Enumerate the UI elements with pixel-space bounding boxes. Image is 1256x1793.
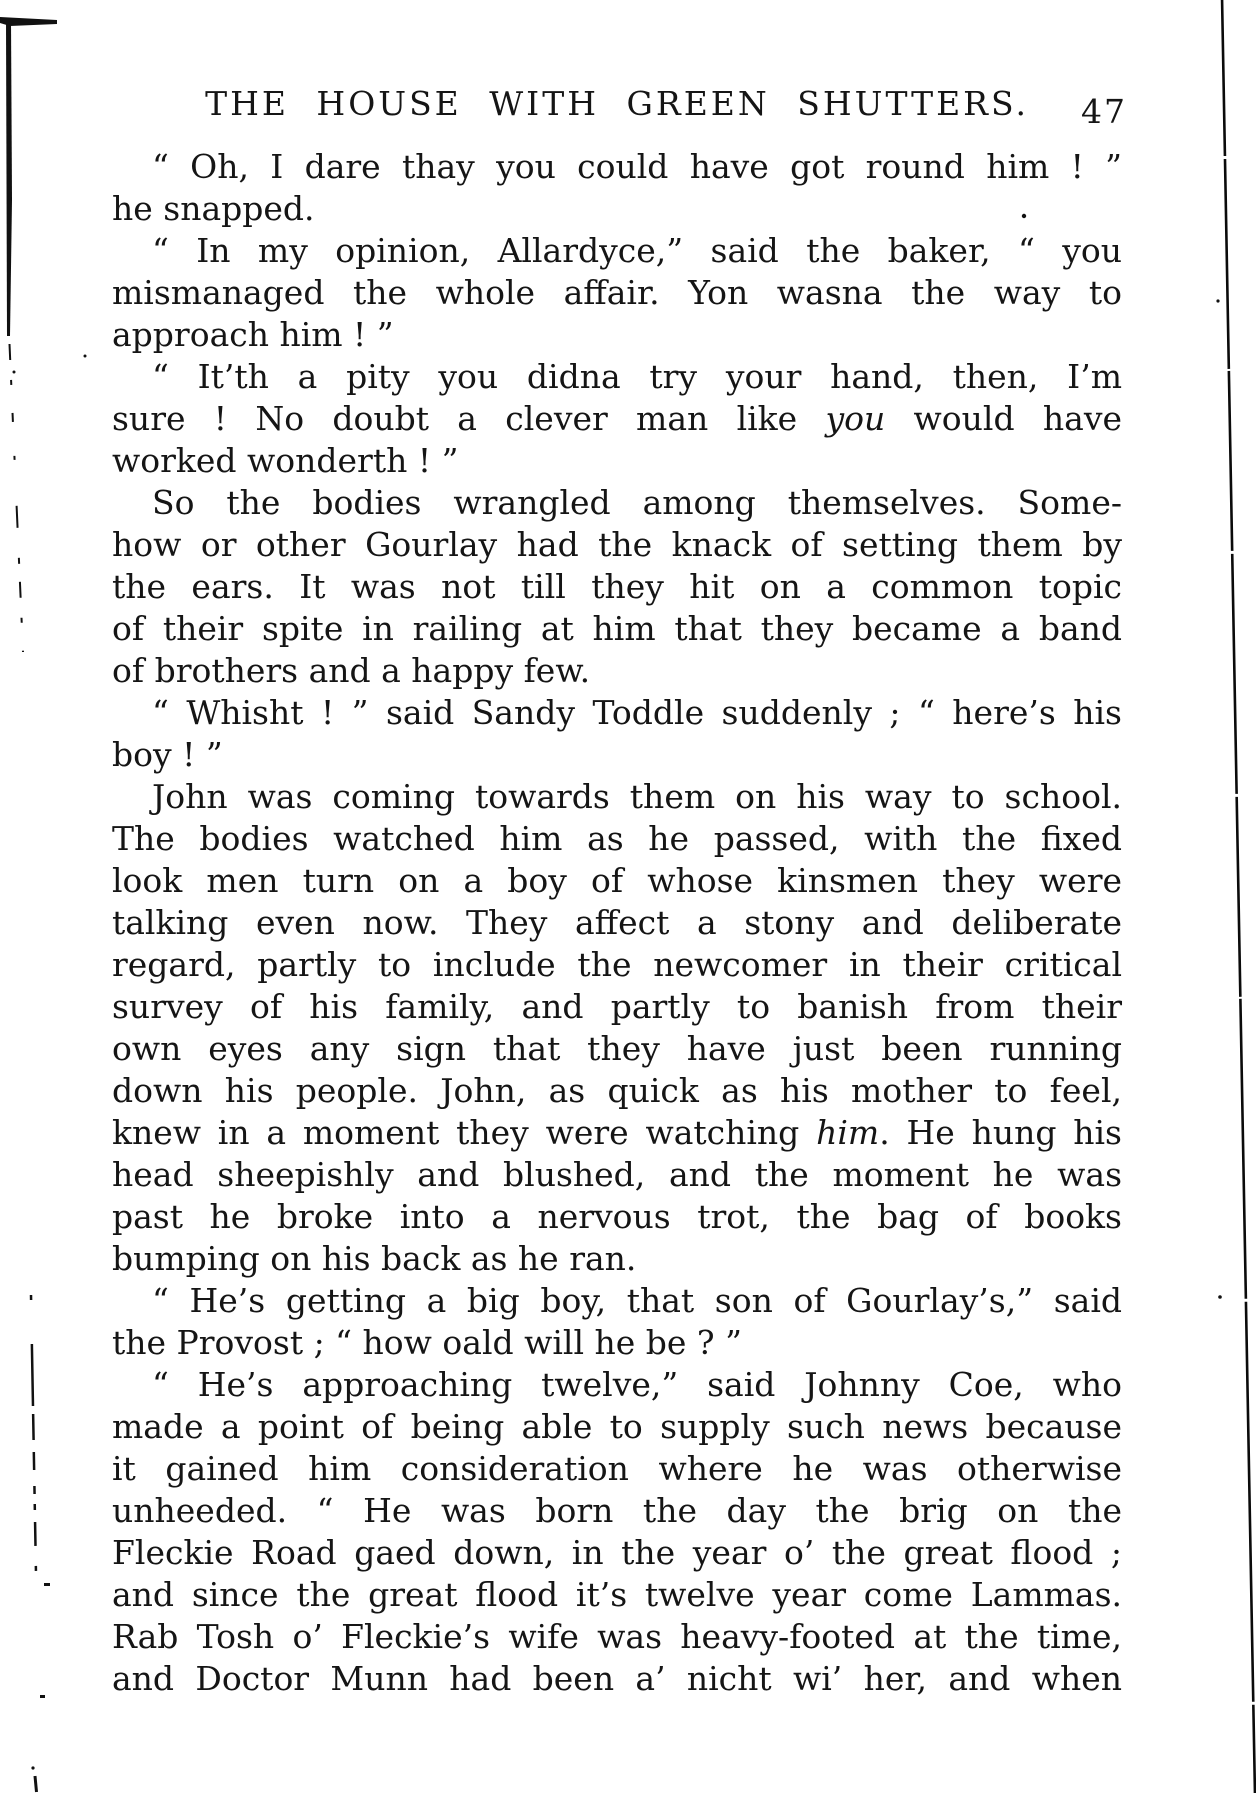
text-line xyxy=(112,1616,1122,1658)
scan-artifact-right-page-edge xyxy=(1222,0,1255,1793)
scan-artifact-left-lower-line xyxy=(31,1295,37,1602)
text-line xyxy=(112,1658,1122,1700)
text-segment: and Doctor Munn had been a’ nicht wi’ her, and when xyxy=(112,1659,1122,1698)
scan-speck-4 xyxy=(84,355,87,358)
running-title: THE HOUSE WITH GREEN SHUTTERS. xyxy=(205,84,1029,123)
text-segment: and since the great flood it’s twelve year come Lammas. xyxy=(112,1575,1122,1614)
text-segment: the ears. It was not till they hit on a common topic xyxy=(112,567,1122,606)
scan-artifact-bottom-left-mark xyxy=(35,1776,37,1792)
text-segment: worked wonderth ! ” xyxy=(112,441,459,480)
text-line xyxy=(112,482,1122,524)
text-segment: bumping on his back as he ran. xyxy=(112,1239,637,1278)
text-line xyxy=(112,608,1122,650)
text-segment: “ Whisht ! ” said Sandy Toddle suddenly ; “ here’s his xyxy=(152,693,1122,732)
text-segment: he snapped. xyxy=(112,189,315,228)
text-segment: sure ! No doubt a clever man like xyxy=(112,399,826,438)
text-line xyxy=(112,398,1122,440)
text-segment: knew in a moment they were watching xyxy=(112,1113,817,1152)
text-line xyxy=(112,1196,1122,1238)
text-line xyxy=(112,1448,1122,1490)
text-line xyxy=(112,314,1122,356)
text-line xyxy=(112,818,1122,860)
text-line xyxy=(112,146,1122,188)
text-line xyxy=(112,1532,1122,1574)
text-segment: “ He’s getting a big boy, that son of Gourlay’s,” said xyxy=(152,1281,1122,1320)
text-segment: So the bodies wrangled among themselves. Some- xyxy=(152,483,1122,522)
paragraph xyxy=(112,482,1122,692)
text-segment: talking even now. They affect a stony and deliberate xyxy=(112,903,1122,942)
text-segment: mismanaged the whole affair. Yon wasna the way to xyxy=(112,273,1122,312)
text-line xyxy=(112,230,1122,272)
paragraph xyxy=(112,1364,1122,1700)
text-line xyxy=(112,776,1122,818)
scan-artifact-top-left-bracket xyxy=(0,17,57,26)
text-segment: of their spite in railing at him that they became a band xyxy=(112,609,1122,648)
text-segment: of brothers and a happy few. xyxy=(112,651,591,690)
scan-artifact-left-bottom-tick xyxy=(44,1583,50,1586)
paragraph xyxy=(112,146,1122,230)
text-segment: unheeded. “ He was born the day the brig on the xyxy=(112,1491,1122,1530)
scan-speck-2 xyxy=(1216,299,1219,302)
text-segment: past he broke into a nervous trot, the bag of books xyxy=(112,1197,1122,1236)
text-segment: Fleckie Road gaed down, in the year o’ the great flood ; xyxy=(112,1533,1122,1572)
text-segment: down his people. John, as quick as his mother to feel, xyxy=(112,1071,1122,1110)
text-line xyxy=(112,188,1122,230)
text-line xyxy=(112,272,1122,314)
text-segment: The bodies watched him as he passed, with the fixed xyxy=(112,819,1122,858)
text-line xyxy=(112,1112,1122,1154)
text-line xyxy=(112,356,1122,398)
italic-text: him xyxy=(816,1113,880,1152)
paragraph xyxy=(112,692,1122,776)
scan-artifact-left-bottom-tick2 xyxy=(40,1695,45,1698)
text-line xyxy=(112,1238,1122,1280)
paragraph xyxy=(112,230,1122,356)
text-segment: would have xyxy=(885,399,1122,438)
page-number: 47 xyxy=(1081,92,1127,131)
scan-speck-3 xyxy=(1218,1295,1222,1299)
text-segment: head sheepishly and blushed, and the moment he was xyxy=(112,1155,1122,1194)
text-line xyxy=(112,860,1122,902)
text-segment: “ He’s approaching twelve,” said Johnny Coe, who xyxy=(152,1365,1122,1404)
text-segment: the Provost ; “ how oald will he be ? ” xyxy=(112,1323,742,1362)
text-segment: John was coming towards them on his way to school. xyxy=(152,777,1122,816)
text-line xyxy=(112,734,1122,776)
scan-artifact-left-dashes xyxy=(10,344,24,652)
body-text xyxy=(112,146,1122,1700)
text-segment: “ It’th a pity you didna try your hand, then, I’m xyxy=(152,357,1122,396)
text-segment: boy ! ” xyxy=(112,735,223,774)
text-line xyxy=(112,1280,1122,1322)
text-line xyxy=(112,650,1122,692)
text-segment: “ Oh, I dare thay you could have got round him ! ” xyxy=(152,147,1122,186)
text-line xyxy=(112,692,1122,734)
text-line xyxy=(112,440,1122,482)
text-segment: Rab Tosh o’ Fleckie’s wife was heavy-footed at the time, xyxy=(112,1617,1122,1656)
paragraph xyxy=(112,776,1122,1280)
text-segment: it gained him consideration where he was otherwise xyxy=(112,1449,1122,1488)
text-segment: approach him ! ” xyxy=(112,315,394,354)
text-line xyxy=(112,1574,1122,1616)
text-line xyxy=(112,1070,1122,1112)
text-line xyxy=(112,1364,1122,1406)
paragraph xyxy=(112,356,1122,482)
text-segment: regard, partly to include the newcomer in their critical xyxy=(112,945,1122,984)
text-segment: look men turn on a boy of whose kinsmen they were xyxy=(112,861,1122,900)
text-segment: survey of his family, and partly to banish from their xyxy=(112,987,1122,1026)
italic-text: you xyxy=(825,399,886,438)
text-segment: “ In my opinion, Allardyce,” said the baker, “ you xyxy=(152,231,1122,270)
text-line xyxy=(112,902,1122,944)
text-line xyxy=(112,1154,1122,1196)
text-line xyxy=(112,524,1122,566)
text-line xyxy=(112,1490,1122,1532)
scan-speck-bottom-left xyxy=(31,1766,34,1769)
text-line xyxy=(112,1322,1122,1364)
scan-artifact-left-vertical xyxy=(6,20,12,336)
text-line xyxy=(112,944,1122,986)
text-segment: own eyes any sign that they have just been running xyxy=(112,1029,1122,1068)
text-segment: made a point of being able to supply such news because xyxy=(112,1407,1122,1446)
scan-speck-5 xyxy=(13,371,16,374)
text-line xyxy=(112,1028,1122,1070)
paragraph xyxy=(112,1280,1122,1364)
text-segment: how or other Gourlay had the knack of setting them by xyxy=(112,525,1122,564)
text-line xyxy=(112,986,1122,1028)
text-segment: . He hung his xyxy=(879,1113,1122,1152)
text-line xyxy=(112,1406,1122,1448)
text-line xyxy=(112,566,1122,608)
